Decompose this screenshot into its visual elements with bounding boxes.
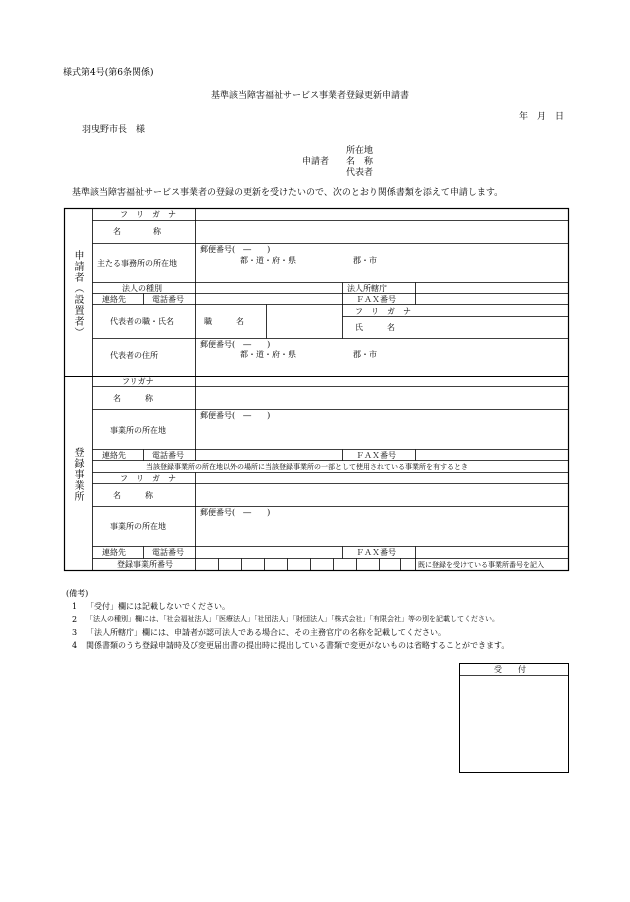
rep-title-name-label: 代表者の職・氏名 [110,317,174,326]
prefecture-label: 都・道・府・県 [240,256,296,265]
remark-1: 「受付」欄には記載しないでください。 [86,602,230,611]
rep-address-label: 代表者の住所 [110,351,158,360]
rep-postal-code-field: 郵便番号( ― ) [200,340,271,349]
reg-number-label: 登録事業所番号 [117,560,173,569]
remark-no-1: 1 [72,602,78,611]
branch-office-note: 当該登録事業所の所在地以外の場所に当該登録事業所の一部として使用されている事業所を有するとき [146,463,468,471]
page-title: 基準該当障害福祉サービス事業者登録更新申請書 [211,91,410,101]
rep-city-label: 郡・市 [353,350,377,359]
remark-4: 関係書類のうち登録申請時及び変更届出書の提出時に提出している書類で変更がないものは省略することができます。 [86,641,510,650]
intro-text: 基準該当障害福祉サービス事業者の登録の更新を受けたいので、次のとおり関係書類を添えて申請します。 [72,188,504,198]
reg-number-note: 既に登録を受けている事業所番号を記入 [418,561,544,569]
form-number: 様式第4号(第6条関係) [63,68,154,78]
remark-no-3: 3 [72,628,78,637]
applicant-side-label: 申請者（設置者） [72,250,83,338]
contact-label: 連絡先 [102,295,126,304]
office-location-label: 事業所の所在地 [110,426,166,435]
reception-label: 受 付 [494,665,526,674]
branch-furigana-label: フ リ ガ ナ [120,474,176,483]
fax-label: ＦＡＸ番号 [356,295,396,304]
branch-location-label: 事業所の所在地 [110,522,166,531]
corp-agency-label: 法人所轄庁 [347,284,387,293]
remark-no-2: 2 [72,615,78,624]
postal-code-field: 郵便番号( ― ) [200,245,271,254]
remark-3: 「法人所轄庁」欄には、申請者が認可法人である場合に、その主務官庁の名称を記載してください。 [86,628,446,637]
office-contact-label: 連絡先 [102,451,126,460]
office-side-label: 登録事業所 [72,447,83,502]
remark-2: 「法人の種別」欄には、「社会福祉法人」「医療法人」「社団法人」「財団法人」「株式会社」「有限会社」等の別を記載してください。 [86,615,499,623]
date-field: 年 月 日 [519,112,565,122]
addressee: 羽曳野市長 様 [82,125,146,135]
post-label: 職 名 [204,317,244,326]
remarks-title: (備考) [66,589,89,598]
remark-no-4: 4 [72,641,78,650]
rep-furigana-label: フ リ ガ ナ [355,307,411,316]
branch-name-label: 名 称 [113,491,153,500]
name-label: 名 称 [113,227,161,236]
branch-postal-code-field: 郵便番号( ― ) [200,508,271,517]
rep-prefecture-label: 都・道・府・県 [240,350,296,359]
applicant-label: 申請者 [302,157,330,167]
applicant-representative-label: 代表者 [346,168,374,178]
phone-label: 電話番号 [152,295,184,304]
office-fax-label: ＦＡＸ番号 [356,451,396,460]
office-furigana-label: フリガナ [122,377,154,386]
rep-name-label: 氏 名 [355,323,395,332]
office-postal-code-field: 郵便番号( ― ) [200,411,271,420]
furigana-label: フ リ ガ ナ [120,210,176,219]
branch-fax-label: ＦＡＸ番号 [356,548,396,557]
branch-contact-label: 連絡先 [102,548,126,557]
office-name-label: 名 称 [113,394,153,403]
branch-phone-label: 電話番号 [152,548,184,557]
city-label: 郡・市 [353,256,377,265]
office-phone-label: 電話番号 [152,451,184,460]
corp-type-label: 法人の種別 [122,284,162,293]
main-office-label: 主たる事務所の所在地 [97,259,177,268]
applicant-address-label: 所在地 [346,146,374,156]
applicant-name-label: 名 称 [346,157,374,167]
